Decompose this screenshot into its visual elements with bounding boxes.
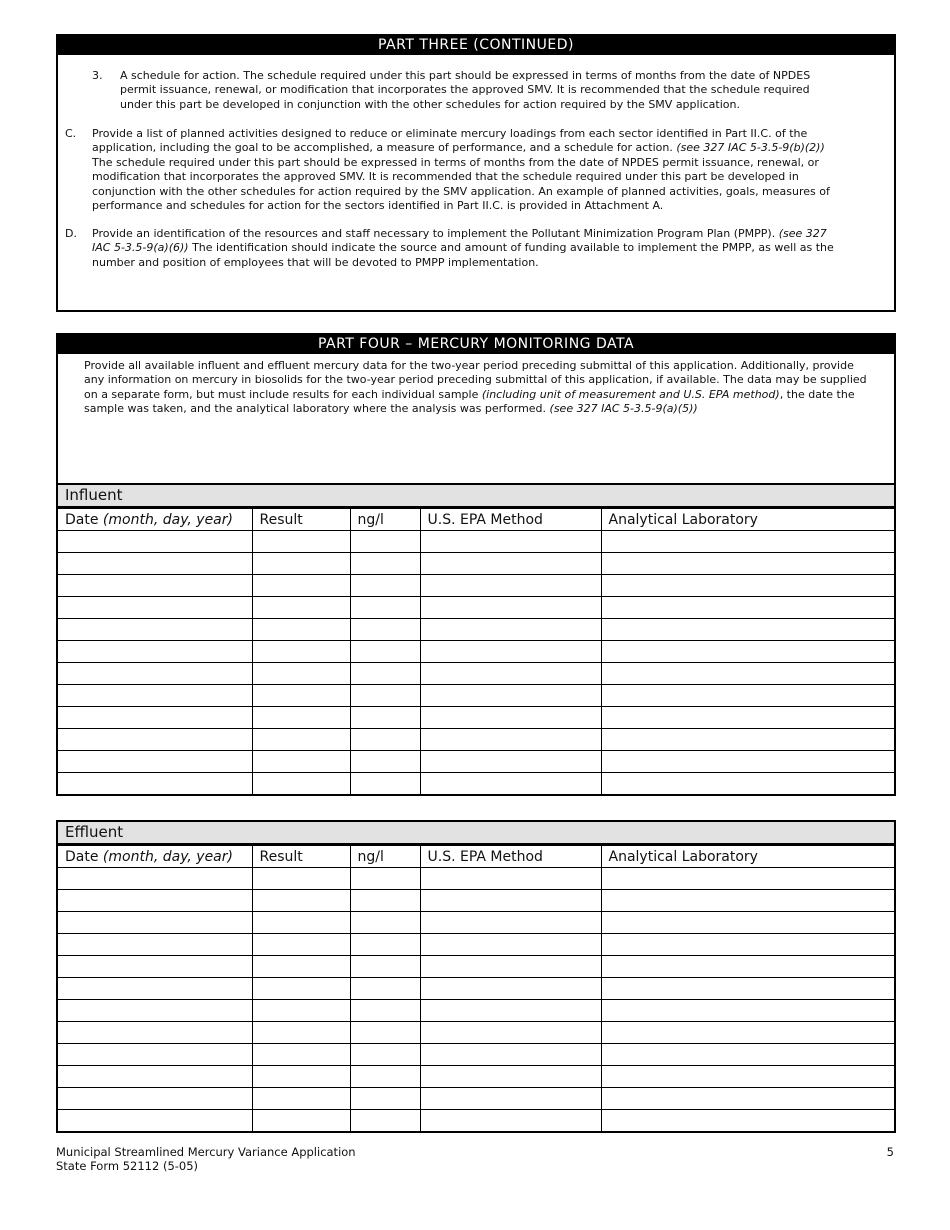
item-c-citation: (see 327 IAC 5-3.5-9(b)(2)) <box>676 141 825 155</box>
laboratory-cell[interactable] <box>601 1022 894 1044</box>
unit-cell[interactable] <box>350 978 420 1000</box>
table-row <box>58 890 894 912</box>
date-cell[interactable] <box>58 553 252 575</box>
item-3-text: A schedule for action. The schedule required under this part should be expressed in terms of months from the date of NPDES permit issuance, renewal, or modification that incorporates the approved SMV. It is recommended that the schedule required under this part be developed in conjunction with the other schedules for action required by the SMV application. <box>120 69 811 111</box>
unit-cell[interactable] <box>350 685 420 707</box>
method-cell[interactable] <box>420 619 601 641</box>
part-three-section <box>56 34 896 312</box>
result-cell[interactable] <box>252 1022 350 1044</box>
table-row <box>58 912 894 934</box>
laboratory-cell[interactable] <box>601 663 894 685</box>
unit-cell[interactable] <box>350 773 420 795</box>
date-cell[interactable] <box>58 597 252 619</box>
item-d-text-1: Provide an identification of the resources and staff necessary to implement the Pollutant Minimization Program Plan (PMPP). <box>92 227 776 240</box>
column-result: Result <box>252 846 350 868</box>
laboratory-cell[interactable] <box>601 956 894 978</box>
date-cell[interactable] <box>58 934 252 956</box>
method-cell[interactable] <box>420 1110 601 1132</box>
column-date-format: (month, day, year) <box>102 511 233 528</box>
result-cell[interactable] <box>252 1066 350 1088</box>
result-cell[interactable] <box>252 890 350 912</box>
date-cell[interactable] <box>58 1066 252 1088</box>
unit-cell[interactable] <box>350 663 420 685</box>
laboratory-cell[interactable] <box>601 934 894 956</box>
column-date-format: (month, day, year) <box>102 848 233 865</box>
date-cell[interactable] <box>58 978 252 1000</box>
method-cell[interactable] <box>420 978 601 1000</box>
method-cell[interactable] <box>420 597 601 619</box>
column-result: Result <box>252 509 350 531</box>
laboratory-cell[interactable] <box>601 729 894 751</box>
method-cell[interactable] <box>420 751 601 773</box>
laboratory-cell[interactable] <box>601 685 894 707</box>
method-cell[interactable] <box>420 531 601 553</box>
unit-cell[interactable] <box>350 1066 420 1088</box>
form-title: Municipal Streamlined Mercury Variance Application <box>56 1145 356 1159</box>
column-date-label: Date <box>65 848 99 865</box>
effluent-table-section <box>56 820 896 1133</box>
result-cell[interactable] <box>252 1110 350 1132</box>
table-row <box>58 663 894 685</box>
influent-rows <box>58 531 894 795</box>
result-cell[interactable] <box>252 912 350 934</box>
table-row <box>58 575 894 597</box>
result-cell[interactable] <box>252 729 350 751</box>
method-cell[interactable] <box>420 553 601 575</box>
result-cell[interactable] <box>252 663 350 685</box>
unit-cell[interactable] <box>350 575 420 597</box>
table-row <box>58 707 894 729</box>
table-row <box>58 729 894 751</box>
laboratory-cell[interactable] <box>601 1044 894 1066</box>
part-four-italic-note: (including unit of measurement and U.S. EPA method) <box>481 387 780 401</box>
table-row <box>58 868 894 890</box>
result-cell[interactable] <box>252 773 350 795</box>
item-3-label: 3. <box>92 69 103 82</box>
laboratory-cell[interactable] <box>601 707 894 729</box>
date-cell[interactable] <box>58 1022 252 1044</box>
laboratory-cell[interactable] <box>601 1066 894 1088</box>
method-cell[interactable] <box>420 685 601 707</box>
laboratory-cell[interactable] <box>601 597 894 619</box>
item-d-citation: (see 327 IAC 5-3.5-9(a)(6)) <box>92 227 827 255</box>
result-cell[interactable] <box>252 1044 350 1066</box>
method-cell[interactable] <box>420 868 601 890</box>
table-row <box>58 531 894 553</box>
effluent-header-row <box>58 846 894 868</box>
column-method: U.S. EPA Method <box>420 509 601 531</box>
method-cell[interactable] <box>420 1000 601 1022</box>
date-cell[interactable] <box>58 912 252 934</box>
date-cell[interactable] <box>58 751 252 773</box>
date-cell[interactable] <box>58 575 252 597</box>
unit-cell[interactable] <box>350 531 420 553</box>
method-cell[interactable] <box>420 890 601 912</box>
laboratory-cell[interactable] <box>601 1088 894 1110</box>
item-d-text <box>92 227 838 270</box>
influent-table-section <box>56 483 896 796</box>
result-cell[interactable] <box>252 597 350 619</box>
column-date-label: Date <box>65 511 99 528</box>
date-cell[interactable] <box>58 1000 252 1022</box>
part-four-section <box>56 333 896 485</box>
date-cell[interactable] <box>58 956 252 978</box>
part-four-citation: (see 327 IAC 5-3.5-9(a)(5)) <box>549 402 698 416</box>
column-unit: ng/l <box>350 846 420 868</box>
laboratory-cell[interactable] <box>601 868 894 890</box>
date-cell[interactable] <box>58 619 252 641</box>
laboratory-cell[interactable] <box>601 553 894 575</box>
table-row <box>58 956 894 978</box>
unit-cell[interactable] <box>350 729 420 751</box>
unit-cell[interactable] <box>350 1088 420 1110</box>
table-row <box>58 978 894 1000</box>
result-cell[interactable] <box>252 641 350 663</box>
table-row <box>58 1110 894 1132</box>
method-cell[interactable] <box>420 707 601 729</box>
result-cell[interactable] <box>252 1000 350 1022</box>
result-cell[interactable] <box>252 619 350 641</box>
column-date <box>58 846 252 868</box>
method-cell[interactable] <box>420 729 601 751</box>
method-cell[interactable] <box>420 773 601 795</box>
form-footer <box>56 1145 356 1173</box>
date-cell[interactable] <box>58 663 252 685</box>
unit-cell[interactable] <box>350 1022 420 1044</box>
unit-cell[interactable] <box>350 868 420 890</box>
date-cell[interactable] <box>58 868 252 890</box>
date-cell[interactable] <box>58 729 252 751</box>
result-cell[interactable] <box>252 751 350 773</box>
method-cell[interactable] <box>420 956 601 978</box>
result-cell[interactable] <box>252 531 350 553</box>
result-cell[interactable] <box>252 934 350 956</box>
unit-cell[interactable] <box>350 707 420 729</box>
method-cell[interactable] <box>420 663 601 685</box>
table-row <box>58 1022 894 1044</box>
laboratory-cell[interactable] <box>601 531 894 553</box>
table-row <box>58 934 894 956</box>
influent-title: Influent <box>58 485 894 508</box>
item-c-label: C. <box>65 127 77 140</box>
method-cell[interactable] <box>420 1066 601 1088</box>
date-cell[interactable] <box>58 1044 252 1066</box>
item-c-text-2: The schedule required under this part should be expressed in terms of months from the date of NPDES permit issuance, renewal, or modification that incorporates the approved SMV. It is recommended that the schedule required under this part be developed in conjunction with the other schedules for action required by the SMV application. An example of planned activities, goals, measures of performance and schedules for action for the sectors identified in Part II.C. is provided in Attachment A. <box>92 155 830 213</box>
effluent-table <box>58 845 894 1131</box>
item-d-text-2: The identification should indicate the source and amount of funding available to implement the PMPP, as well as the number and position of employees that will be devoted to PMPP implementation. <box>92 241 834 269</box>
result-cell[interactable] <box>252 956 350 978</box>
method-cell[interactable] <box>420 1088 601 1110</box>
result-cell[interactable] <box>252 868 350 890</box>
laboratory-cell[interactable] <box>601 773 894 795</box>
influent-table <box>58 508 894 794</box>
laboratory-cell[interactable] <box>601 751 894 773</box>
column-laboratory: Analytical Laboratory <box>601 509 894 531</box>
table-row <box>58 1044 894 1066</box>
table-row <box>58 553 894 575</box>
result-cell[interactable] <box>252 978 350 1000</box>
table-row <box>58 597 894 619</box>
column-unit: ng/l <box>350 509 420 531</box>
date-cell[interactable] <box>58 707 252 729</box>
item-c-text <box>92 127 832 213</box>
item-c-text-1: Provide a list of planned activities designed to reduce or eliminate mercury loadings from each sector identified in Part II.C. of the application, including the goal to be accomplished, a measure of performance, and a schedule for action. <box>92 127 808 155</box>
unit-cell[interactable] <box>350 934 420 956</box>
laboratory-cell[interactable] <box>601 575 894 597</box>
unit-cell[interactable] <box>350 619 420 641</box>
date-cell[interactable] <box>58 890 252 912</box>
table-row <box>58 641 894 663</box>
part-three-header: PART THREE (CONTINUED) <box>58 36 894 55</box>
part-four-instructions <box>84 359 874 417</box>
method-cell[interactable] <box>420 641 601 663</box>
part-four-header: PART FOUR – MERCURY MONITORING DATA <box>58 335 894 354</box>
result-cell[interactable] <box>252 1088 350 1110</box>
item-d-label: D. <box>65 227 77 240</box>
unit-cell[interactable] <box>350 890 420 912</box>
unit-cell[interactable] <box>350 641 420 663</box>
laboratory-cell[interactable] <box>601 1000 894 1022</box>
unit-cell[interactable] <box>350 751 420 773</box>
date-cell[interactable] <box>58 1088 252 1110</box>
unit-cell[interactable] <box>350 956 420 978</box>
date-cell[interactable] <box>58 685 252 707</box>
part-four-text-2: , the date the sample was taken, and the analytical laboratory where the analysis was performed. <box>84 387 855 416</box>
table-row <box>58 773 894 795</box>
column-date <box>58 509 252 531</box>
table-row <box>58 751 894 773</box>
table-row <box>58 619 894 641</box>
table-row <box>58 1066 894 1088</box>
method-cell[interactable] <box>420 934 601 956</box>
unit-cell[interactable] <box>350 553 420 575</box>
laboratory-cell[interactable] <box>601 912 894 934</box>
method-cell[interactable] <box>420 575 601 597</box>
result-cell[interactable] <box>252 685 350 707</box>
result-cell[interactable] <box>252 575 350 597</box>
method-cell[interactable] <box>420 1044 601 1066</box>
column-laboratory: Analytical Laboratory <box>601 846 894 868</box>
result-cell[interactable] <box>252 707 350 729</box>
laboratory-cell[interactable] <box>601 890 894 912</box>
laboratory-cell[interactable] <box>601 619 894 641</box>
date-cell[interactable] <box>58 1110 252 1132</box>
column-method: U.S. EPA Method <box>420 846 601 868</box>
part-four-text-1: Provide all available influent and effluent mercury data for the two-year period preceding submittal of this application. Additionally, provide any information on mercury in biosolids for the two-year period preceding submittal of this application, if available. The data may be supplied on a separate form, but must include results for each individual sample <box>84 359 867 401</box>
unit-cell[interactable] <box>350 1044 420 1066</box>
date-cell[interactable] <box>58 773 252 795</box>
date-cell[interactable] <box>58 531 252 553</box>
table-row <box>58 685 894 707</box>
effluent-title: Effluent <box>58 822 894 845</box>
date-cell[interactable] <box>58 641 252 663</box>
unit-cell[interactable] <box>350 1110 420 1132</box>
table-row <box>58 1088 894 1110</box>
method-cell[interactable] <box>420 912 601 934</box>
influent-header-row <box>58 509 894 531</box>
method-cell[interactable] <box>420 1022 601 1044</box>
laboratory-cell[interactable] <box>601 978 894 1000</box>
unit-cell[interactable] <box>350 1000 420 1022</box>
form-number: State Form 52112 (5-05) <box>56 1159 199 1173</box>
laboratory-cell[interactable] <box>601 1110 894 1132</box>
unit-cell[interactable] <box>350 597 420 619</box>
unit-cell[interactable] <box>350 912 420 934</box>
result-cell[interactable] <box>252 553 350 575</box>
table-row <box>58 1000 894 1022</box>
effluent-rows <box>58 868 894 1132</box>
laboratory-cell[interactable] <box>601 641 894 663</box>
page-number: 5 <box>886 1145 894 1159</box>
